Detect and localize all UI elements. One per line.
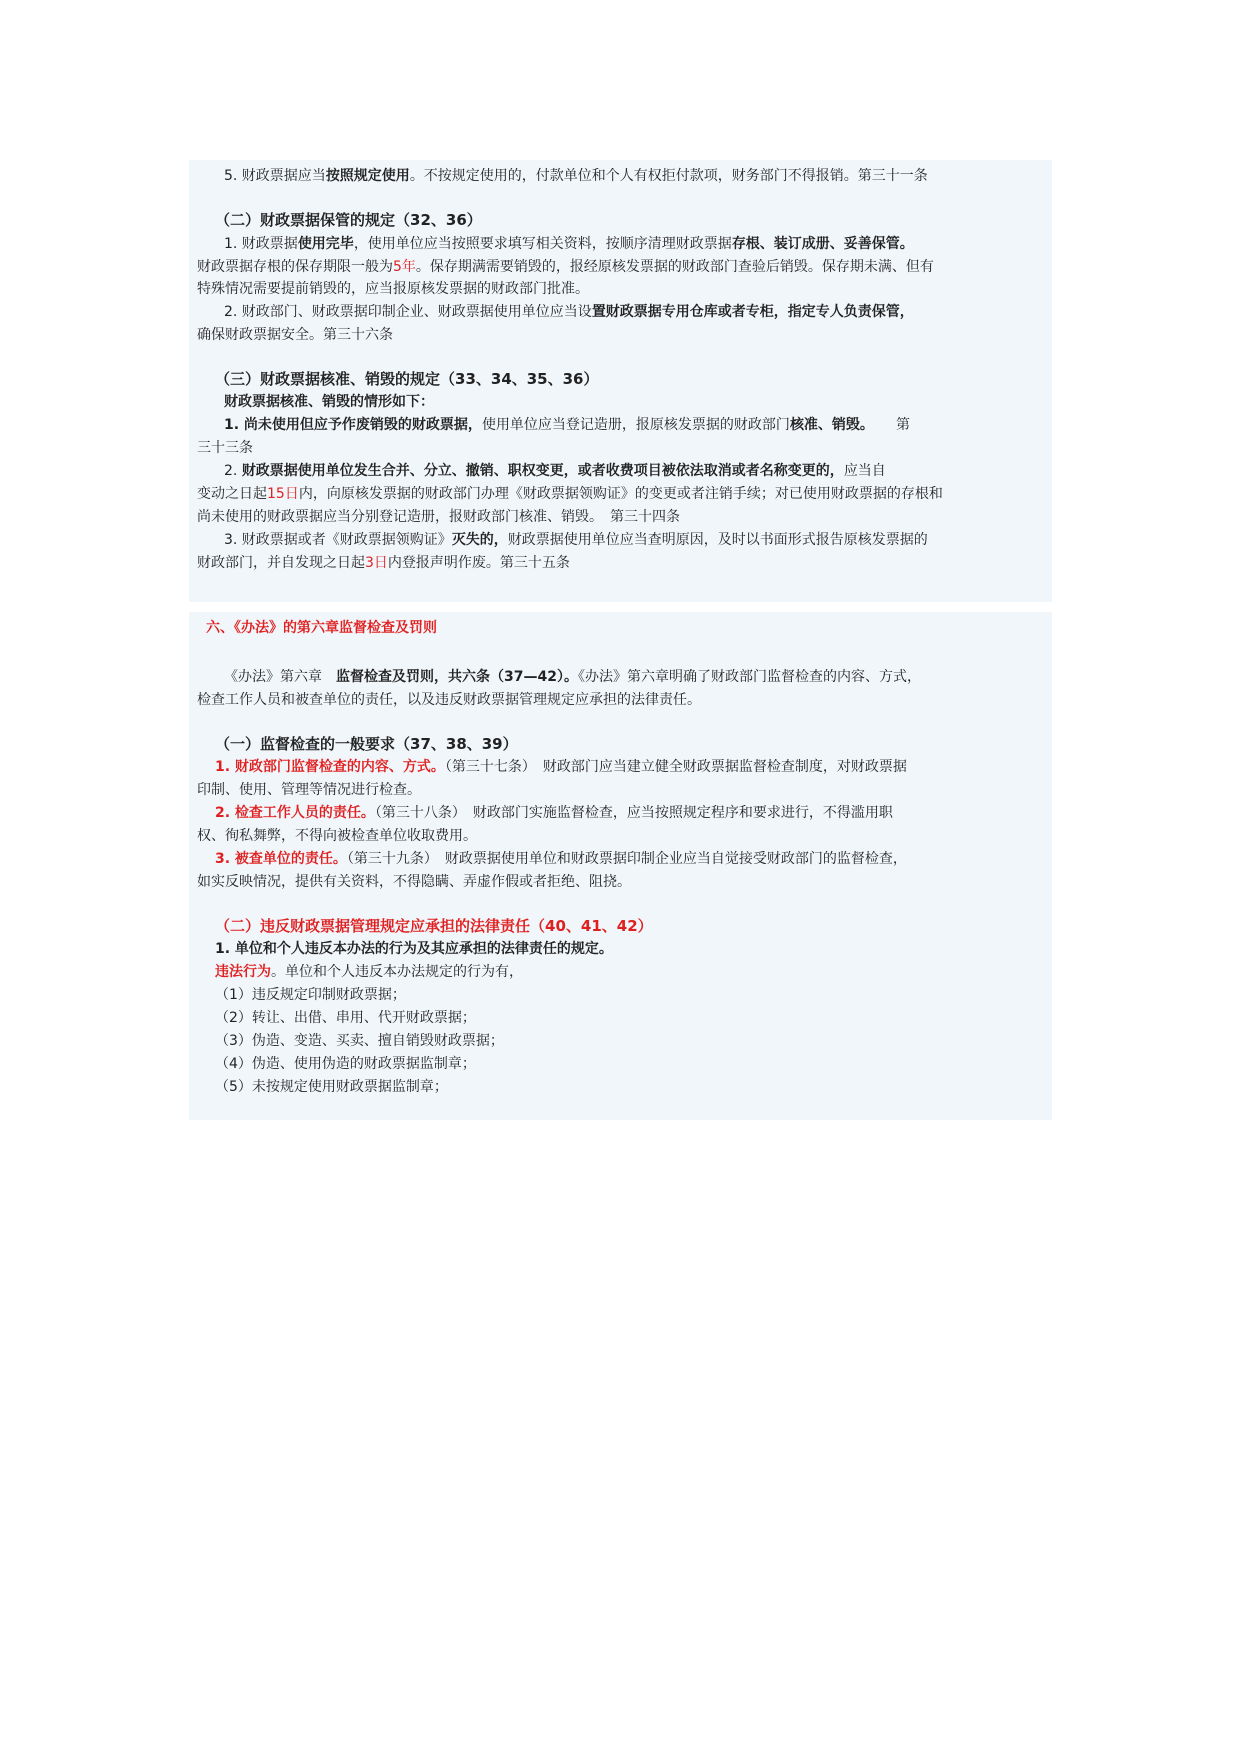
text: 财政票据使用单位应当查明原因，及时以书面形式报告原核发票据的 — [507, 532, 928, 548]
requirement-2-cont: 权、徇私舞弊，不得向被检查单位收取费用。 — [197, 828, 477, 844]
approval-paragraph-3-cont — [197, 552, 1044, 574]
text: 《办法》第六章明确了财政部门监督检查的内容、方式， — [577, 669, 921, 685]
violation-item: （2）转让、出借、串用、代开财政票据； — [215, 1010, 476, 1026]
text: 使用单位应当登记造册，报原核发票据的财政部门 — [481, 417, 790, 433]
text: 第 — [895, 417, 910, 433]
requirement-1-cont: 印制、使用、管理等情况进行检查。 — [197, 782, 421, 798]
text: 。不按规定使用的，付款单位和个人有权拒付款项，财务部门不得报销。第三十一条 — [409, 168, 928, 184]
text: 15日 — [267, 486, 299, 502]
text: 2. 财政部门、财政票据印制企业、财政票据使用单位应当设 — [224, 304, 592, 320]
text: 使用完毕 — [297, 236, 354, 252]
text: 财政部门，并自发现之日起 — [197, 555, 365, 571]
text: 按照规定使用 — [325, 168, 410, 184]
text: 变动之日起 — [197, 486, 267, 502]
section-panel-top — [189, 160, 1052, 602]
text: 5. 财政票据应当 — [224, 168, 326, 184]
text: 存根、装订成册、妥善保管。 — [731, 236, 914, 252]
requirement-2 — [215, 802, 1044, 824]
text: 2. — [224, 463, 242, 479]
subsection-heading-liability: （二）违反财政票据管理规定应承担的法律责任（40、41、42） — [215, 917, 653, 935]
liability-rule-1: 1. 单位和个人违反本办法的行为及其应承担的法律责任的规定。 — [215, 941, 613, 957]
text: 1. 财政部门监督检查的内容、方式。 — [215, 759, 445, 775]
violation-item: （3）伪造、变造、买卖、擅自销毁财政票据； — [215, 1033, 504, 1049]
text: 1. 尚未使用但应予作废销毁的财政票据， — [224, 417, 482, 433]
requirement-1 — [215, 756, 1044, 778]
approval-paragraph-3 — [224, 529, 1044, 551]
text: 应当自 — [843, 463, 886, 479]
approval-subheading: 财政票据核准、销毁的情形如下： — [224, 394, 434, 410]
text: 内登报声明作废。第三十五条 — [387, 555, 570, 571]
text: 违法行为 — [215, 964, 271, 980]
text: （第三十七条） 财政部门应当建立健全财政票据监督检查制度，对财政票据 — [444, 759, 907, 775]
text: 3. 财政票据或者《财政票据领购证》 — [224, 532, 452, 548]
text: 财政票据使用单位发生合并、分立、撤销、职权变更，或者收费项目被依法取消或者名称变更的， — [241, 463, 844, 479]
section-heading-approval: （三）财政票据核准、销毁的规定（33、34、35、36） — [215, 370, 599, 388]
text: 置财政票据专用仓库或者专柜，指定专人负责保管， — [591, 304, 914, 320]
text: （第三十九条） 财政票据使用单位和财政票据印制企业应当自觉接受财政部门的监督检查， — [346, 851, 907, 867]
text: 3日 — [365, 555, 388, 571]
approval-paragraph-1-cont: 三十三条 — [197, 440, 253, 456]
custody-paragraph-1-cont — [197, 256, 1044, 278]
text: 内，向原核发票据的财政部门办理《财政票据领购证》的变更或者注销手续；对已使用财政票据的存根和 — [298, 486, 943, 502]
text: 。单位和个人违反本办法规定的行为有， — [271, 964, 523, 980]
text: 财政票据存根的保存期限一般为 — [197, 259, 393, 275]
text: 《办法》第六章 — [224, 669, 336, 685]
text: ，使用单位应当按照要求填写相关资料，按顺序清理财政票据 — [353, 236, 732, 252]
text: （第三十八条） 财政部门实施监督检查，应当按照规定程序和要求进行，不得滥用职 — [374, 805, 893, 821]
text: 。保存期满需要销毁的，报经原核发票据的财政部门查验后销毁。保存期未满、但有 — [415, 259, 934, 275]
article-31-paragraph — [224, 165, 1044, 187]
custody-paragraph-2-cont: 确保财政票据安全。第三十六条 — [197, 327, 393, 343]
text: 核准、销毁。 — [789, 417, 874, 433]
text: 5年 — [393, 259, 416, 275]
approval-paragraph-2 — [224, 460, 1044, 482]
custody-paragraph-1-cont2: 特殊情况需要提前销毁的，应当报原核发票据的财政部门批准。 — [197, 281, 589, 297]
chapter-heading: 六、《办法》的第六章监督检查及罚则 — [206, 620, 437, 636]
text: 监督检查及罚则，共六条（37—42）。 — [336, 669, 578, 685]
approval-paragraph-2-cont2: 尚未使用的财政票据应当分别登记造册，报财政部门核准、销毁。 第三十四条 — [197, 509, 680, 525]
violation-item: （1）违反规定印制财政票据； — [215, 987, 406, 1003]
custody-paragraph-1 — [224, 233, 1044, 255]
chapter-intro — [224, 666, 1044, 688]
text: 2. 检查工作人员的责任。 — [215, 805, 375, 821]
approval-paragraph-1 — [224, 414, 1044, 436]
subsection-heading-general: （一）监督检查的一般要求（37、38、39） — [215, 735, 518, 753]
text: 1. 财政票据 — [224, 236, 298, 252]
requirement-3 — [215, 848, 1044, 870]
violation-item: （4）伪造、使用伪造的财政票据监制章； — [215, 1056, 476, 1072]
approval-paragraph-2-cont — [197, 483, 1044, 505]
text: 3. 被查单位的责任。 — [215, 851, 347, 867]
custody-paragraph-2 — [224, 301, 1044, 323]
text: 灭失的， — [451, 532, 508, 548]
chapter-intro-cont: 检查工作人员和被查单位的责任，以及违反财政票据管理规定应承担的法律责任。 — [197, 692, 701, 708]
violation-item: （5）未按规定使用财政票据监制章； — [215, 1079, 448, 1095]
section-heading-custody: （二）财政票据保管的规定（32、36） — [215, 211, 482, 229]
section-panel-bottom — [189, 612, 1052, 1120]
requirement-3-cont: 如实反映情况，提供有关资料，不得隐瞒、弄虚作假或者拒绝、阻挠。 — [197, 874, 631, 890]
violation-intro — [215, 961, 1044, 983]
